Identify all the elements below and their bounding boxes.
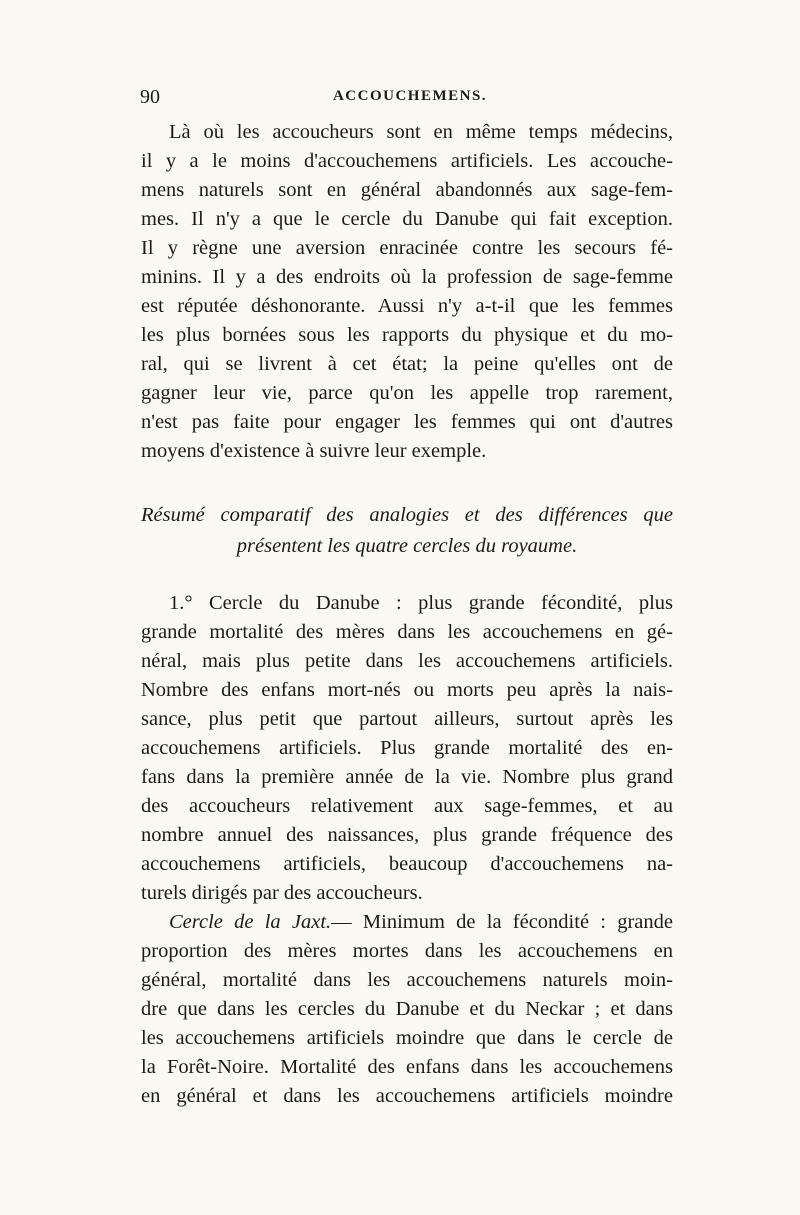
paragraph-lead: Cercle de la Jaxt. bbox=[169, 911, 332, 933]
text-line: nombre annuel des naissances, plus grande fréquence des bbox=[141, 824, 673, 846]
text-line: ral, qui se livrent à cet état; la peine qu'elles ont de bbox=[141, 353, 673, 375]
text-line: mens naturels sont en général abandonnés aux sage-fem- bbox=[141, 179, 673, 201]
page-number: 90 bbox=[140, 86, 160, 108]
text-line: dre que dans les cercles du Danube et du Neckar ; et dans bbox=[141, 998, 673, 1020]
text-line: est réputée déshonorante. Aussi n'y a-t-il que les femmes bbox=[141, 295, 673, 317]
text-line: Nombre des enfans mort-nés ou morts peu après la nais- bbox=[141, 679, 673, 701]
text-line: la Forêt-Noire. Mortalité des enfans dans les accouchemens bbox=[141, 1056, 673, 1078]
text-line: Il y règne une aversion enracinée contre les secours fé- bbox=[141, 237, 673, 259]
text-line: accouchemens artificiels. Plus grande mortalité des en- bbox=[141, 737, 673, 759]
text-line: turels dirigés par des accoucheurs. bbox=[141, 882, 423, 904]
text-line: 1.° Cercle du Danube : plus grande fécondité, plus bbox=[169, 592, 673, 614]
text-line: néral, mais plus petite dans les accouchemens artificiels. bbox=[141, 650, 673, 672]
text-line: en général et dans les accouchemens artificiels moindre bbox=[141, 1085, 673, 1107]
heading-line: présentent les quatre cercles du royaume. bbox=[236, 535, 578, 557]
text-line: n'est pas faite pour engager les femmes qui ont d'autres bbox=[141, 411, 673, 433]
paragraph-lead-rest: — Minimum de la fécondité : grande bbox=[331, 911, 673, 933]
text-line: minins. Il y a des endroits où la profession de sage-femme bbox=[141, 266, 673, 288]
heading-line: Résumé comparatif des analogies et des différences que bbox=[141, 504, 673, 526]
text-line: mes. Il n'y a que le cercle du Danube qui fait exception. bbox=[141, 208, 673, 230]
text-line: sance, plus petit que partout ailleurs, surtout après les bbox=[141, 708, 673, 730]
text-line: accouchemens artificiels, beaucoup d'accouchemens na- bbox=[141, 853, 673, 875]
text-line: les plus bornées sous les rapports du physique et du mo- bbox=[141, 324, 673, 346]
section-heading bbox=[141, 500, 673, 562]
running-title: ACCOUCHEMENS. bbox=[332, 88, 488, 104]
text-line: des accoucheurs relativement aux sage-femmes, et au bbox=[141, 795, 673, 817]
text-line: moyens d'existence à suivre leur exemple. bbox=[141, 440, 487, 462]
paragraph-1 bbox=[141, 118, 673, 466]
body-text bbox=[141, 118, 673, 1111]
text-line: Là où les accoucheurs sont en même temps médecins, bbox=[169, 121, 673, 143]
running-head bbox=[140, 86, 680, 112]
text-line: il y a le moins d'accouchemens artificiels. Les accouche- bbox=[141, 150, 673, 172]
text-line: gagner leur vie, parce qu'on les appelle trop rarement, bbox=[141, 382, 673, 404]
text-line: proportion des mères mortes dans les accouchemens en bbox=[141, 940, 673, 962]
text-line: grande mortalité des mères dans les accouchemens en gé- bbox=[141, 621, 673, 643]
text-line: général, mortalité dans les accouchemens naturels moin- bbox=[141, 969, 673, 991]
text-line: fans dans la première année de la vie. Nombre plus grand bbox=[141, 766, 673, 788]
text-line bbox=[141, 908, 673, 937]
paragraph-2 bbox=[141, 589, 673, 908]
paragraph-3 bbox=[141, 908, 673, 1111]
text-line: les accouchemens artificiels moindre que dans le cercle de bbox=[141, 1027, 673, 1049]
